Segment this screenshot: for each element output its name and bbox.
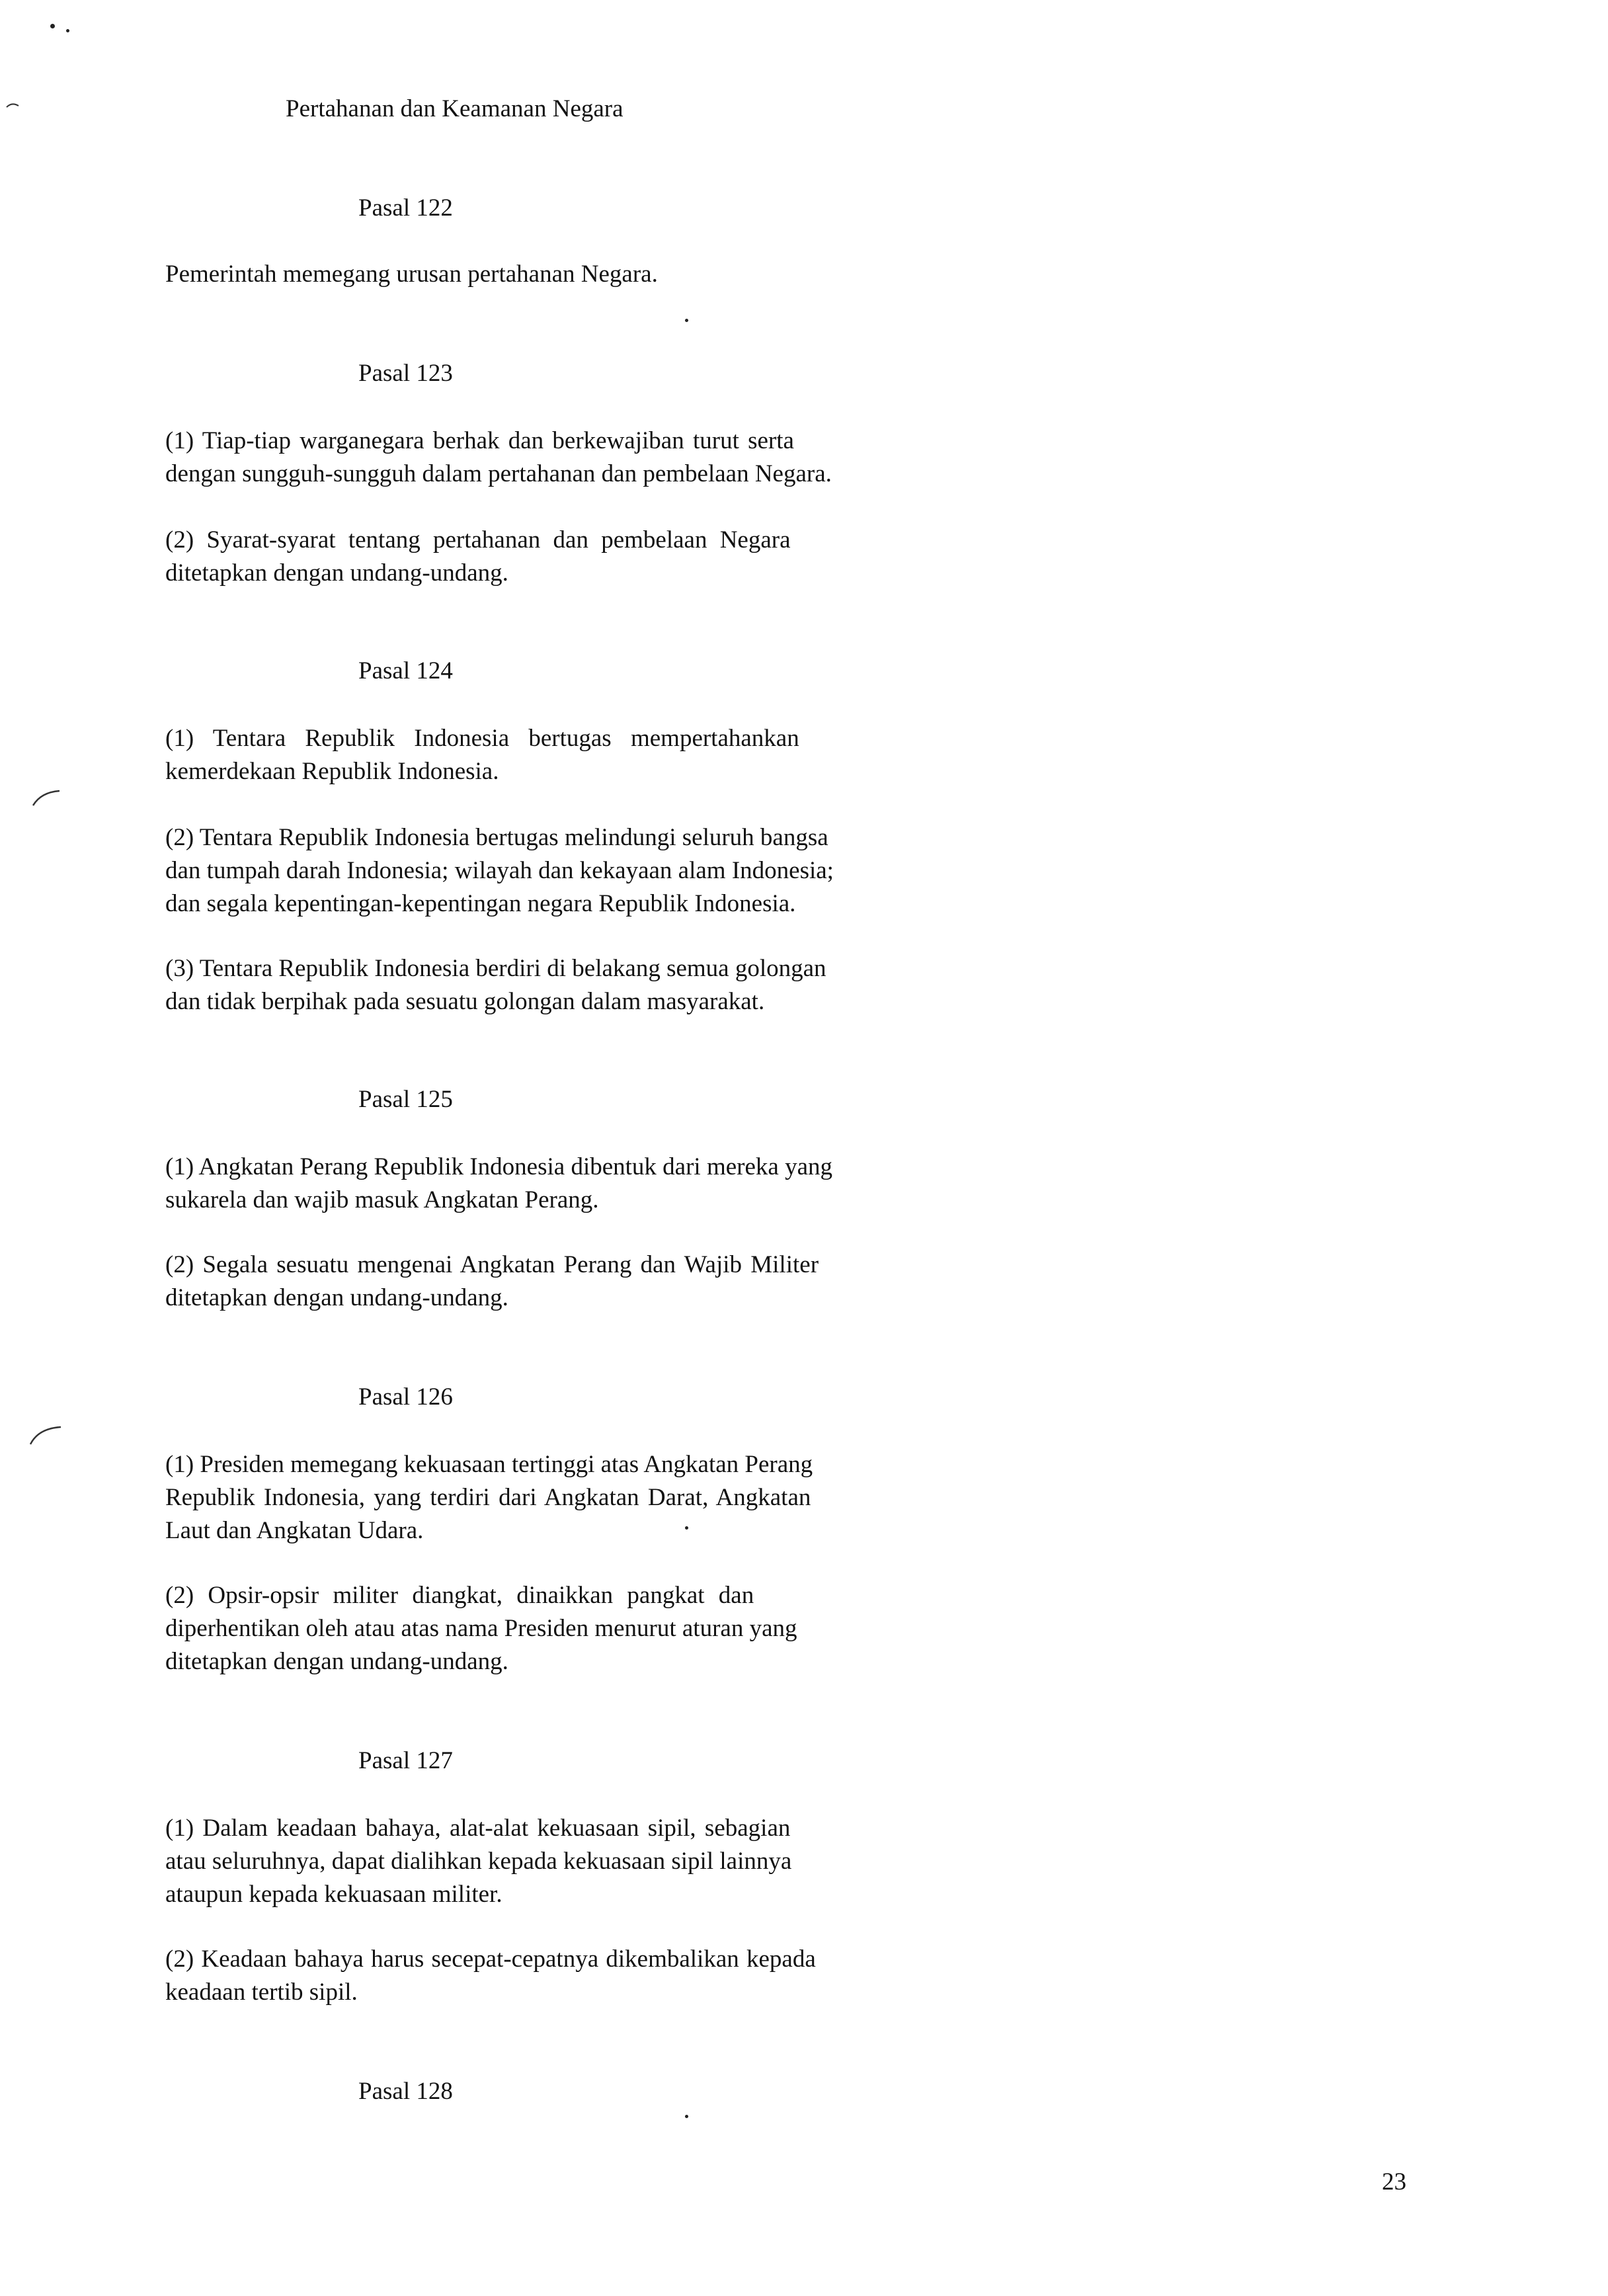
scan-speck — [685, 319, 688, 322]
article-124-paragraph-2 — [165, 821, 932, 921]
article-heading-122: Pasal 122 — [358, 194, 453, 222]
scan-speck — [685, 2115, 688, 2118]
text-line: kemerdekaan Republik Indonesia. — [165, 758, 499, 785]
article-124-paragraph-3 — [165, 952, 932, 1018]
scan-speck — [685, 1526, 688, 1530]
article-123-paragraph-1 — [165, 425, 932, 491]
text-line: (1) Tiap-tiap warganegara berhak dan berkewajiban turut serta — [165, 427, 794, 454]
text-line: Pemerintah memegang urusan pertahanan Negara. — [165, 261, 658, 288]
text-line: atau seluruhnya, dapat dialihkan kepada kekuasaan sipil lainnya — [165, 1848, 792, 1875]
chapter-title: Pertahanan dan Keamanan Negara — [286, 95, 623, 122]
scan-mark — [5, 99, 21, 110]
text-line: ditetapkan dengan undang-undang. — [165, 559, 508, 587]
article-heading-128: Pasal 128 — [358, 2078, 453, 2105]
article-heading-126: Pasal 126 — [358, 1383, 453, 1411]
article-122-paragraph — [165, 258, 932, 291]
text-line: (2) Tentara Republik Indonesia bertugas melindungi seluruh bangsa — [165, 824, 828, 851]
text-line: (1) Angkatan Perang Republik Indonesia dibentuk dari mereka yang — [165, 1153, 832, 1180]
text-line: sukarela dan wajib masuk Angkatan Perang. — [165, 1186, 599, 1213]
article-heading-127: Pasal 127 — [358, 1747, 453, 1774]
scan-speck — [66, 29, 69, 32]
text-line: (3) Tentara Republik Indonesia berdiri di belakang semua golongan — [165, 955, 826, 982]
text-line: (2) Syarat-syarat tentang pertahanan dan pembelaan Negara — [165, 526, 791, 554]
text-line: Laut dan Angkatan Udara. — [165, 1517, 424, 1544]
text-line: (2) Keadaan bahaya harus secepat-cepatnya dikembalikan kepada — [165, 1946, 816, 1973]
text-line: dengan sungguh-sungguh dalam pertahanan dan pembelaan Negara. — [165, 460, 832, 487]
text-line: diperhentikan oleh atau atas nama Presiden menurut aturan yang — [165, 1615, 797, 1642]
article-125-paragraph-2 — [165, 1249, 932, 1315]
text-line: keadaan tertib sipil. — [165, 1979, 358, 2006]
text-line: (2) Opsir-opsir militer diangkat, dinaikkan pangkat dan — [165, 1582, 754, 1609]
article-127-paragraph-1 — [165, 1812, 932, 1911]
article-123-paragraph-2 — [165, 524, 932, 590]
text-line: (1) Dalam keadaan bahaya, alat-alat kekuasaan sipil, sebagian — [165, 1815, 791, 1842]
article-125-paragraph-1 — [165, 1151, 932, 1217]
text-line: (1) Presiden memegang kekuasaan tertinggi atas Angkatan Perang — [165, 1451, 813, 1478]
scan-mark — [26, 1423, 66, 1450]
article-heading-123: Pasal 123 — [358, 360, 453, 387]
scan-speck — [50, 24, 55, 28]
text-line: (2) Segala sesuatu mengenai Angkatan Perang dan Wajib Militer — [165, 1251, 819, 1278]
article-124-paragraph-1 — [165, 722, 932, 788]
article-126-paragraph-2 — [165, 1579, 932, 1678]
article-126-paragraph-1 — [165, 1448, 932, 1547]
article-heading-124: Pasal 124 — [358, 657, 453, 684]
text-line: ditetapkan dengan undang-undang. — [165, 1648, 508, 1675]
text-line: dan segala kepentingan-kepentingan negara Republik Indonesia. — [165, 890, 796, 917]
text-line: dan tidak berpihak pada sesuatu golongan dalam masyarakat. — [165, 988, 765, 1015]
text-line: ditetapkan dengan undang-undang. — [165, 1284, 508, 1311]
text-line: ataupun kepada kekuasaan militer. — [165, 1881, 502, 1908]
text-line: (1) Tentara Republik Indonesia bertugas mempertahankan — [165, 725, 799, 752]
text-line: Republik Indonesia, yang terdiri dari Angkatan Darat, Angkatan — [165, 1484, 811, 1511]
page-number: 23 — [1382, 2168, 1406, 2195]
article-heading-125: Pasal 125 — [358, 1086, 453, 1113]
scan-mark — [30, 788, 63, 808]
text-line: dan tumpah darah Indonesia; wilayah dan kekayaan alam Indonesia; — [165, 857, 834, 884]
article-127-paragraph-2 — [165, 1943, 932, 2009]
